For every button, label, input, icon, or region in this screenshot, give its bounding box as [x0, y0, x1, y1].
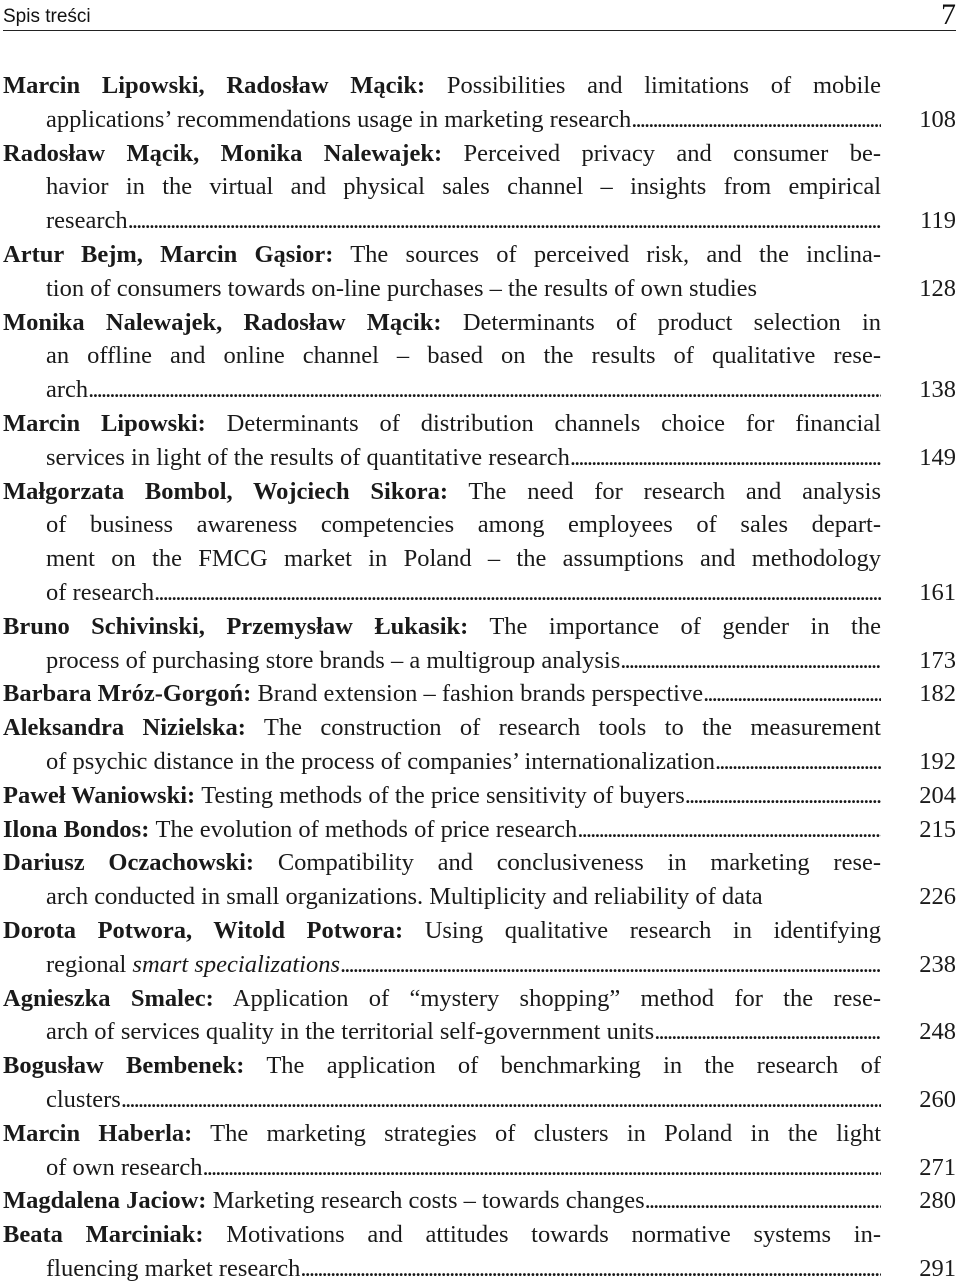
toc-entry-author: Beata Marciniak: — [3, 1221, 204, 1249]
toc-entry-page-number: 271 — [919, 1153, 956, 1181]
page-number: 7 — [941, 0, 956, 31]
toc-entry-page-number: 204 — [919, 781, 956, 809]
toc-entry-page-number: 161 — [919, 578, 956, 606]
toc-entry-line — [3, 306, 881, 340]
toc-entry-line — [3, 610, 881, 644]
toc-entry-line — [3, 170, 881, 204]
toc-entry-title: Brand extension – fashion brands perspective — [251, 680, 704, 708]
dot-leader — [703, 677, 881, 711]
toc-entry-line — [3, 1252, 881, 1286]
toc-entry-title: The evolution of methods of price research — [149, 815, 578, 843]
toc-entry-title: havior in the virtual and physical sales channel – insights from empirical — [46, 173, 881, 201]
toc-entry[interactable] — [3, 306, 956, 407]
toc-entry-line — [3, 1151, 881, 1185]
toc-entry-author: Dariusz Oczachowski: — [3, 849, 255, 877]
toc-entry-title: applications’ recommendations usage in marketing research — [46, 105, 632, 133]
toc-entry-page-number: 291 — [919, 1254, 956, 1282]
toc-entry-title: Application of “mystery shopping” method for the rese- — [232, 984, 881, 1012]
toc-entry[interactable] — [3, 813, 956, 847]
toc-entry-page-number: 128 — [919, 274, 956, 302]
toc-entry-page-number: 108 — [919, 105, 956, 133]
toc-entry-line — [3, 745, 881, 779]
toc-entry-title: services in light of the results of quantitative research — [46, 443, 570, 471]
toc-entry-page-number: 182 — [919, 680, 956, 708]
toc-entry-title: an offline and online channel – based on the results of qualitative rese- — [46, 342, 881, 370]
toc-entry-author: Radosław Mącik, Monika Nalewajek: — [3, 139, 443, 167]
toc-entry-title: clusters — [46, 1085, 121, 1113]
toc-entry-author: Bruno Schivinski, Przemysław Łukasik: — [3, 612, 469, 640]
toc-entry-line — [3, 69, 881, 103]
toc-entry-line — [3, 373, 881, 407]
toc-entry-line — [3, 204, 881, 238]
toc-entry-author: Bogusław Bembenek: — [3, 1052, 245, 1080]
toc-entry-line — [3, 846, 881, 880]
toc-entry[interactable] — [3, 1049, 956, 1117]
toc-entry-title: The need for research and analysis — [468, 477, 881, 505]
toc-entry-line — [3, 137, 881, 171]
toc-entry-author: Marcin Lipowski, Radosław Mącik: — [3, 72, 426, 99]
toc-entry[interactable] — [3, 846, 956, 914]
toc-entry-author: Barbara Mróz-Gorgoń: — [3, 680, 252, 708]
toc-entry[interactable] — [3, 69, 956, 137]
toc-entry[interactable] — [3, 677, 956, 711]
dot-leader — [202, 1151, 881, 1185]
toc-entry-title: regional — [46, 950, 133, 978]
toc-entry[interactable] — [3, 407, 956, 475]
toc-entry[interactable] — [3, 1218, 956, 1286]
toc-entry-page-number: 248 — [919, 1018, 956, 1046]
toc-entry[interactable] — [3, 1117, 956, 1185]
toc-entry-line — [3, 644, 881, 678]
toc-entry-title: Marketing research costs – towards changes — [206, 1187, 645, 1215]
toc-entry[interactable] — [3, 475, 956, 610]
toc-entry-line — [3, 1015, 881, 1049]
toc-entry-page-number: 215 — [919, 815, 956, 843]
toc-entry-page-number: 119 — [920, 207, 956, 235]
toc-entry[interactable] — [3, 1184, 956, 1218]
toc-entry-title: Motivations and attitudes towards normative systems in- — [226, 1221, 881, 1249]
dot-leader — [654, 1015, 881, 1049]
toc-entry-title: Compatibility and conclusiveness in marketing rese- — [277, 849, 881, 877]
toc-entry-title: arch of services quality in the territorial self-government units — [46, 1018, 655, 1046]
table-of-contents — [3, 69, 956, 1286]
toc-entry-author: Magdalena Jaciow: — [3, 1187, 207, 1215]
toc-entry-title: Testing methods of the price sensitivity of buyers — [195, 781, 685, 809]
dot-leader — [128, 204, 881, 238]
toc-entry-line — [3, 914, 881, 948]
toc-entry-page-number: 260 — [919, 1085, 956, 1113]
toc-entry-author: Aleksandra Nizielska: — [3, 714, 246, 742]
running-header — [3, 0, 956, 31]
toc-entry-line — [3, 441, 881, 475]
toc-entry-author: Agnieszka Smalec: — [3, 984, 214, 1012]
toc-entry-line — [3, 339, 881, 373]
toc-entry-line — [3, 1117, 881, 1151]
toc-entry-title: fluencing market research — [46, 1254, 301, 1282]
running-header-title: Spis treści — [3, 6, 91, 27]
toc-entry-title: process of purchasing store brands – a multigroup analysis — [46, 646, 621, 674]
toc-entry-line — [3, 103, 881, 137]
toc-entry-title: of research — [46, 578, 155, 606]
toc-entry-line — [3, 238, 881, 272]
toc-entry-title: arch conducted in small organizations. Multiplicity and reliability of data — [46, 883, 763, 911]
toc-entry-title: The marketing strategies of clusters in Poland in the light — [210, 1119, 881, 1147]
toc-entry-author: Małgorzata Bombol, Wojciech Sikora: — [3, 477, 448, 505]
toc-entry-page-number: 238 — [919, 950, 956, 978]
toc-entry-title: of psychic distance in the process of companies’ internationalization — [46, 747, 715, 775]
toc-entry-page-number: 173 — [919, 646, 956, 674]
toc-entry-author: Marcin Haberla: — [3, 1119, 193, 1147]
toc-entry-author: Ilona Bondos: — [3, 815, 150, 843]
toc-entry-line — [3, 542, 881, 576]
toc-entry-title: Determinants of distribution channels choice for financial — [226, 409, 881, 437]
toc-entry-line — [3, 711, 881, 745]
toc-entry[interactable] — [3, 137, 956, 238]
dot-leader — [340, 948, 881, 982]
toc-entry-title: The sources of perceived risk, and the inclina- — [350, 240, 881, 268]
toc-entry-page-number: 280 — [919, 1187, 956, 1215]
toc-entry-author: Monika Nalewajek, Radosław Mącik: — [3, 308, 442, 336]
toc-entry-page-number: 226 — [919, 883, 956, 911]
toc-entry-line — [3, 272, 881, 306]
toc-entry-line — [3, 677, 881, 711]
toc-entry-author: Artur Bejm, Marcin Gąsior: — [3, 240, 334, 268]
toc-entry-line — [3, 880, 881, 914]
toc-entry-title: Possibilities and limitations of mobile — [446, 72, 881, 99]
toc-entry-line — [3, 475, 881, 509]
toc-entry-title: of business awareness competencies among employees of sales depart- — [46, 511, 881, 539]
toc-entry-line — [3, 407, 881, 441]
toc-entry-title: arch — [46, 376, 89, 404]
toc-entry-author: Dorota Potwora, Witold Potwora: — [3, 916, 404, 944]
toc-entry[interactable] — [3, 238, 956, 306]
dot-leader — [300, 1252, 881, 1286]
dot-leader — [570, 441, 881, 475]
dot-leader — [715, 745, 881, 779]
toc-entry-line — [3, 948, 881, 982]
toc-entry-title: Using qualitative research in identifying — [424, 916, 881, 944]
toc-entry-line — [3, 1049, 881, 1083]
toc-entry-line — [3, 1083, 881, 1117]
toc-entry-line — [3, 813, 881, 847]
toc-entry-title: of own research — [46, 1153, 203, 1181]
toc-entry[interactable] — [3, 779, 956, 813]
toc-entry-title: Perceived privacy and consumer be- — [463, 139, 881, 167]
dot-leader — [121, 1083, 881, 1117]
dot-leader — [620, 644, 881, 678]
toc-entry-line — [3, 576, 881, 610]
toc-entry[interactable] — [3, 982, 956, 1050]
toc-entry-page-number: 138 — [919, 376, 956, 404]
toc-entry-author: Marcin Lipowski: — [3, 409, 206, 437]
toc-entry-title: The importance of gender in the — [489, 612, 881, 640]
toc-entry[interactable] — [3, 610, 956, 678]
toc-entry-page-number: 149 — [919, 443, 956, 471]
toc-entry-title: ment on the FMCG market in Poland – the assumptions and methodology — [46, 545, 881, 573]
toc-entry-line — [3, 779, 881, 813]
toc-entry[interactable] — [3, 711, 956, 779]
dot-leader — [88, 373, 881, 407]
toc-entry-line — [3, 1184, 881, 1218]
toc-entry-title: The application of benchmarking in the research of — [266, 1052, 881, 1080]
dot-leader — [154, 576, 881, 610]
toc-entry-title: The construction of research tools to the measurement — [263, 714, 881, 742]
toc-entry-page-number: 192 — [919, 747, 956, 775]
toc-entry-author: Paweł Waniowski: — [3, 781, 196, 809]
dot-leader — [577, 813, 881, 847]
toc-entry-title: Determinants of product selection in — [462, 308, 881, 336]
toc-entry-title-italic: smart specializations — [132, 950, 340, 978]
dot-leader — [645, 1184, 881, 1218]
toc-entry-title: research — [46, 207, 128, 235]
dot-leader — [685, 779, 881, 813]
toc-entry-title: tion of consumers towards on-line purchases – the results of own studies — [46, 274, 758, 302]
toc-entry-line — [3, 982, 881, 1016]
dot-leader — [631, 103, 881, 137]
toc-entry-line — [3, 508, 881, 542]
toc-entry-line — [3, 1218, 881, 1252]
toc-entry[interactable] — [3, 914, 956, 982]
